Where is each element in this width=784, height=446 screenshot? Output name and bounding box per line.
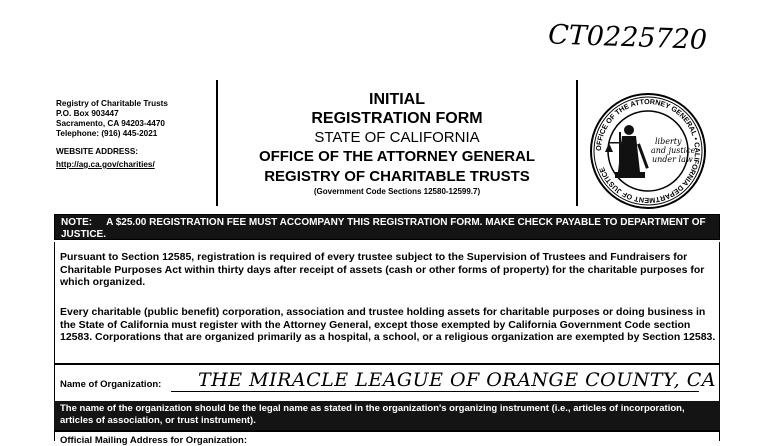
section-divider [54, 363, 720, 365]
address-line: P.O. Box 903447 [56, 109, 119, 118]
handwritten-registration-number: CT0225720 [547, 19, 708, 56]
attorney-general-seal [589, 92, 707, 210]
registry-address-block [56, 99, 216, 170]
website-label: WEBSITE ADDRESS: [56, 147, 139, 156]
section-divider [54, 430, 720, 432]
title-registration-form: REGISTRATION FORM [311, 110, 483, 127]
organization-name-label: Name of Organization: [60, 379, 162, 390]
registration-requirement-paragraph: Pursuant to Section 12585, registration is required of every trustee subject to the Supervision of Trustees and Fundraisers for Charitable Purposes Act within thirty days after receipt of assets (cash or other forms of property) for the charitable purposes for which organized. [60, 251, 705, 288]
seal-motto-line: and justice [651, 146, 696, 155]
fee-notice-banner [54, 214, 720, 240]
seal-ring-text: OFFICE OF THE ATTORNEY GENERAL • CALIFORNIA DEPARTMENT OF JUSTICE [593, 96, 703, 206]
organization-name-field[interactable]: THE MIRACLE LEAGUE OF ORANGE COUNTY, CA [198, 369, 716, 391]
notice-text: A $25.00 REGISTRATION FEE MUST ACCOMPANY THIS REGISTRATION FORM. MAKE CHECK PAYABLE TO DEPARTMENT OF JUSTICE. [61, 217, 706, 240]
title-office: OFFICE OF THE ATTORNEY GENERAL [258, 148, 536, 165]
website-link[interactable]: http://ag.ca.gov/charities/ [56, 160, 155, 169]
organization-name-underline [171, 391, 699, 392]
address-line: Sacramento, CA 94203-4470 [56, 119, 165, 128]
notice-prefix: NOTE: [61, 217, 93, 228]
address-line: Telephone: (916) 445-2021 [56, 129, 158, 138]
seal-motto-line: under law [652, 155, 693, 164]
seal-motto-line: liberty [655, 137, 682, 146]
title-registry: REGISTRY OF CHARITABLE TRUSTS [264, 168, 530, 185]
legal-name-instruction-banner: The name of the organization should be the legal name as stated in the organization's organizing instrument (i.e., articles of incorporation, articles of association, or trust instrument). [54, 401, 720, 430]
title-state: STATE OF CALIFORNIA [314, 129, 480, 146]
address-line: Registry of Charitable Trusts [56, 99, 168, 108]
mailing-address-label: Official Mailing Address for Organization: [60, 435, 248, 446]
form-title-block [216, 90, 578, 197]
title-initial: INITIAL [369, 91, 425, 108]
exemption-paragraph: Every charitable (public benefit) corporation, association and trustee holding assets for charitable purposes or doing business in the State of California must register with the Attorney General, except those exempted by California Government Code section 12583. Corporations that are organized primarily as a hospital, a school, or a religious organization are exempted by Section 12583. [60, 306, 716, 343]
title-code-sections: (Government Code Sections 12580-12599.7) [313, 187, 481, 196]
